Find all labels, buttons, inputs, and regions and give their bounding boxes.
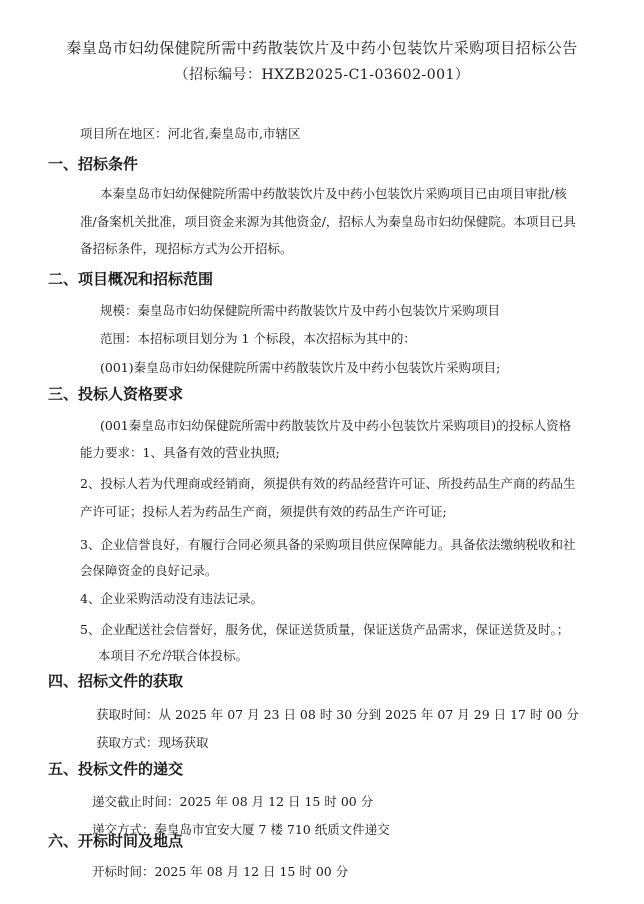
bid-opening-time: 开标时间：2025 年 08 月 12 日 15 时 00 分 [92, 864, 349, 879]
submission-deadline: 递交截止时间：2025 年 08 月 12 日 15 时 00 分 [92, 794, 374, 809]
document-title: 秦皇岛市妇幼保健院所需中药散装饮片及中药小包装饮片采购项目招标公告 [66, 39, 578, 57]
project-region: 项目所在地区：河北省,秦皇岛市,市辖区 [80, 126, 301, 141]
document-acquisition-time: 获取时间：从 2025 年 07 月 23 日 08 时 30 分到 2025 年 07 月 29 日 17 时 00 分 [96, 707, 579, 722]
document-acquisition-method: 获取方式：现场获取 [96, 735, 209, 750]
qualification-line-2: 能力要求：1、具备有效的营业执照; [80, 445, 280, 460]
submission-method: 递交方式：秦皇岛市宜安大厦 7 楼 710 纸质文件递交 [92, 822, 390, 837]
section-heading-3: 三、投标人资格要求 [48, 385, 184, 403]
lot-item: (001)秦皇岛市妇幼保健院所需中药散装饮片及中药小包装饮片采购项目; [100, 360, 501, 375]
qualification-line-7: 4、企业采购活动没有违法记录。 [80, 591, 263, 606]
qualification-line-1: (001秦皇岛市妇幼保健院所需中药散装饮片及中药小包装饮片采购项目)的投标人资格 [100, 418, 572, 433]
consortium-note-post: 联合体投标。 [173, 648, 249, 663]
section-heading-2: 二、项目概况和招标范围 [48, 270, 214, 288]
section-1-text-line-2: 准/备案机关批准，项目资金来源为其他资金/，招标人为秦皇岛市妇幼保健院。本项目已具 [80, 214, 576, 229]
consortium-note [98, 648, 248, 664]
project-scope: 范围：本招标项目划分为 1 个标段，本次招标为其中的： [100, 331, 416, 346]
section-heading-6: 六、开标时间及地点 [48, 832, 184, 850]
qualification-line-6: 会保障资金的良好记录。 [80, 563, 218, 578]
section-1-text-line-1: 本秦皇岛市妇幼保健院所需中药散装饮片及中药小包装饮片采购项目已由项目审批/核 [100, 186, 567, 201]
qualification-line-5: 3、企业信誉良好，有履行合同必须具备的采购项目供应保障能力。具备依法缴纳税收和社 [80, 537, 576, 552]
section-heading-4: 四、招标文件的获取 [48, 672, 184, 690]
section-1-text-line-3: 备招标条件，现招标方式为公开招标。 [80, 241, 293, 256]
tender-number: （招标编号：HXZB2025-C1-03602-001） [174, 67, 470, 83]
section-heading-5: 五、投标文件的递交 [48, 760, 184, 778]
project-scale: 规模：秦皇岛市妇幼保健院所需中药散装饮片及中药小包装饮片采购项目 [100, 303, 501, 318]
section-heading-1: 一、招标条件 [48, 155, 139, 173]
consortium-note-emphasis: 不允许 [135, 648, 174, 663]
consortium-note-pre: 本项目 [98, 648, 136, 663]
qualification-line-3: 2、投标人若为代理商或经销商，须提供有效的药品经营许可证、所投药品生产商的药品生 [80, 476, 576, 491]
qualification-line-4: 产许可证；投标人若为药品生产商，须提供有效的药品生产许可证; [80, 504, 447, 519]
qualification-line-8: 5、企业配送社会信誉好，服务优，保证送货质量，保证送货产品需求，保证送货及时。； [80, 622, 570, 637]
